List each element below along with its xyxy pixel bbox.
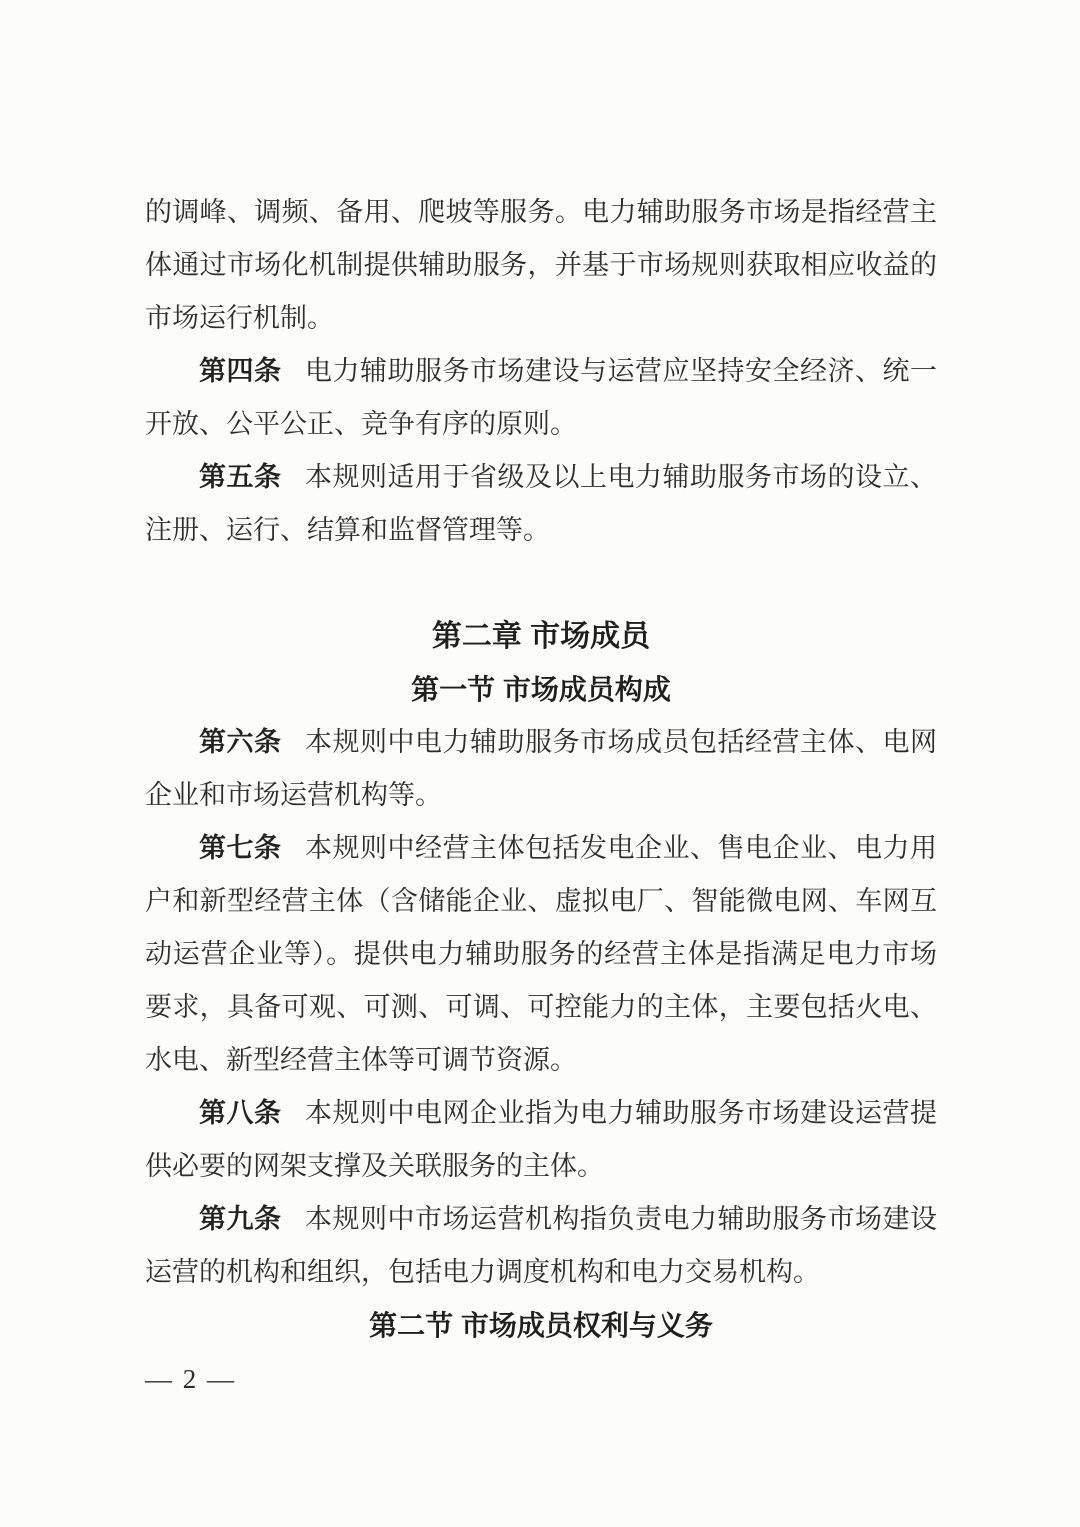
article-4-text: 电力辅助服务市场建设与运营应坚持安全经济、统一开放、公平公正、竞争有序的原则。 — [145, 356, 938, 439]
document-body — [145, 186, 937, 1352]
article-9-label: 第九条 — [199, 1204, 282, 1234]
article-7 — [145, 822, 937, 1087]
paragraph-continuation — [145, 186, 937, 345]
article-8-text: 本规则中电网企业指为电力辅助服务市场建设运营提供必要的网架支撑及关联服务的主体。 — [145, 1098, 938, 1181]
page-number: — 2 — — [145, 1364, 236, 1394]
article-9-text: 本规则中市场运营机构指负责电力辅助服务市场建设运营的机构和组织，包括电力调度机构和电力交易机构。 — [145, 1204, 938, 1287]
article-7-text: 本规则中经营主体包括发电企业、售电企业、电力用户和新型经营主体（含储能企业、虚拟电厂、智能微电网、车网互动运营企业等）。提供电力辅助服务的经营主体是指满足电力市场要求，具备可观、可测、可调、可控能力的主体，主要包括火电、水电、新型经营主体等可调节资源。 — [145, 833, 938, 1075]
section-1-heading: 第一节 市场成员构成 — [411, 674, 671, 705]
article-5 — [145, 451, 937, 557]
section-2-heading: 第二节 市场成员权利与义务 — [369, 1310, 713, 1341]
article-5-text: 本规则适用于省级及以上电力辅助服务市场的设立、注册、运行、结算和监督管理等。 — [145, 462, 938, 545]
article-7-label: 第七条 — [199, 833, 282, 863]
article-8-label: 第八条 — [199, 1098, 282, 1128]
article-6 — [145, 716, 937, 822]
article-4-label: 第四条 — [199, 356, 282, 386]
article-8 — [145, 1087, 937, 1193]
chapter-2-heading: 第二章 市场成员 — [431, 620, 651, 653]
paragraph-text: 的调峰、调频、备用、爬坡等服务。电力辅助服务市场是指经营主体通过市场化机制提供辅助服务，并基于市场规则获取相应收益的市场运行机制。 — [145, 197, 937, 333]
article-9 — [145, 1193, 937, 1299]
article-6-label: 第六条 — [199, 727, 282, 757]
article-4 — [145, 345, 937, 451]
article-6-text: 本规则中电力辅助服务市场成员包括经营主体、电网企业和市场运营机构等。 — [145, 727, 938, 810]
article-5-label: 第五条 — [199, 462, 282, 492]
